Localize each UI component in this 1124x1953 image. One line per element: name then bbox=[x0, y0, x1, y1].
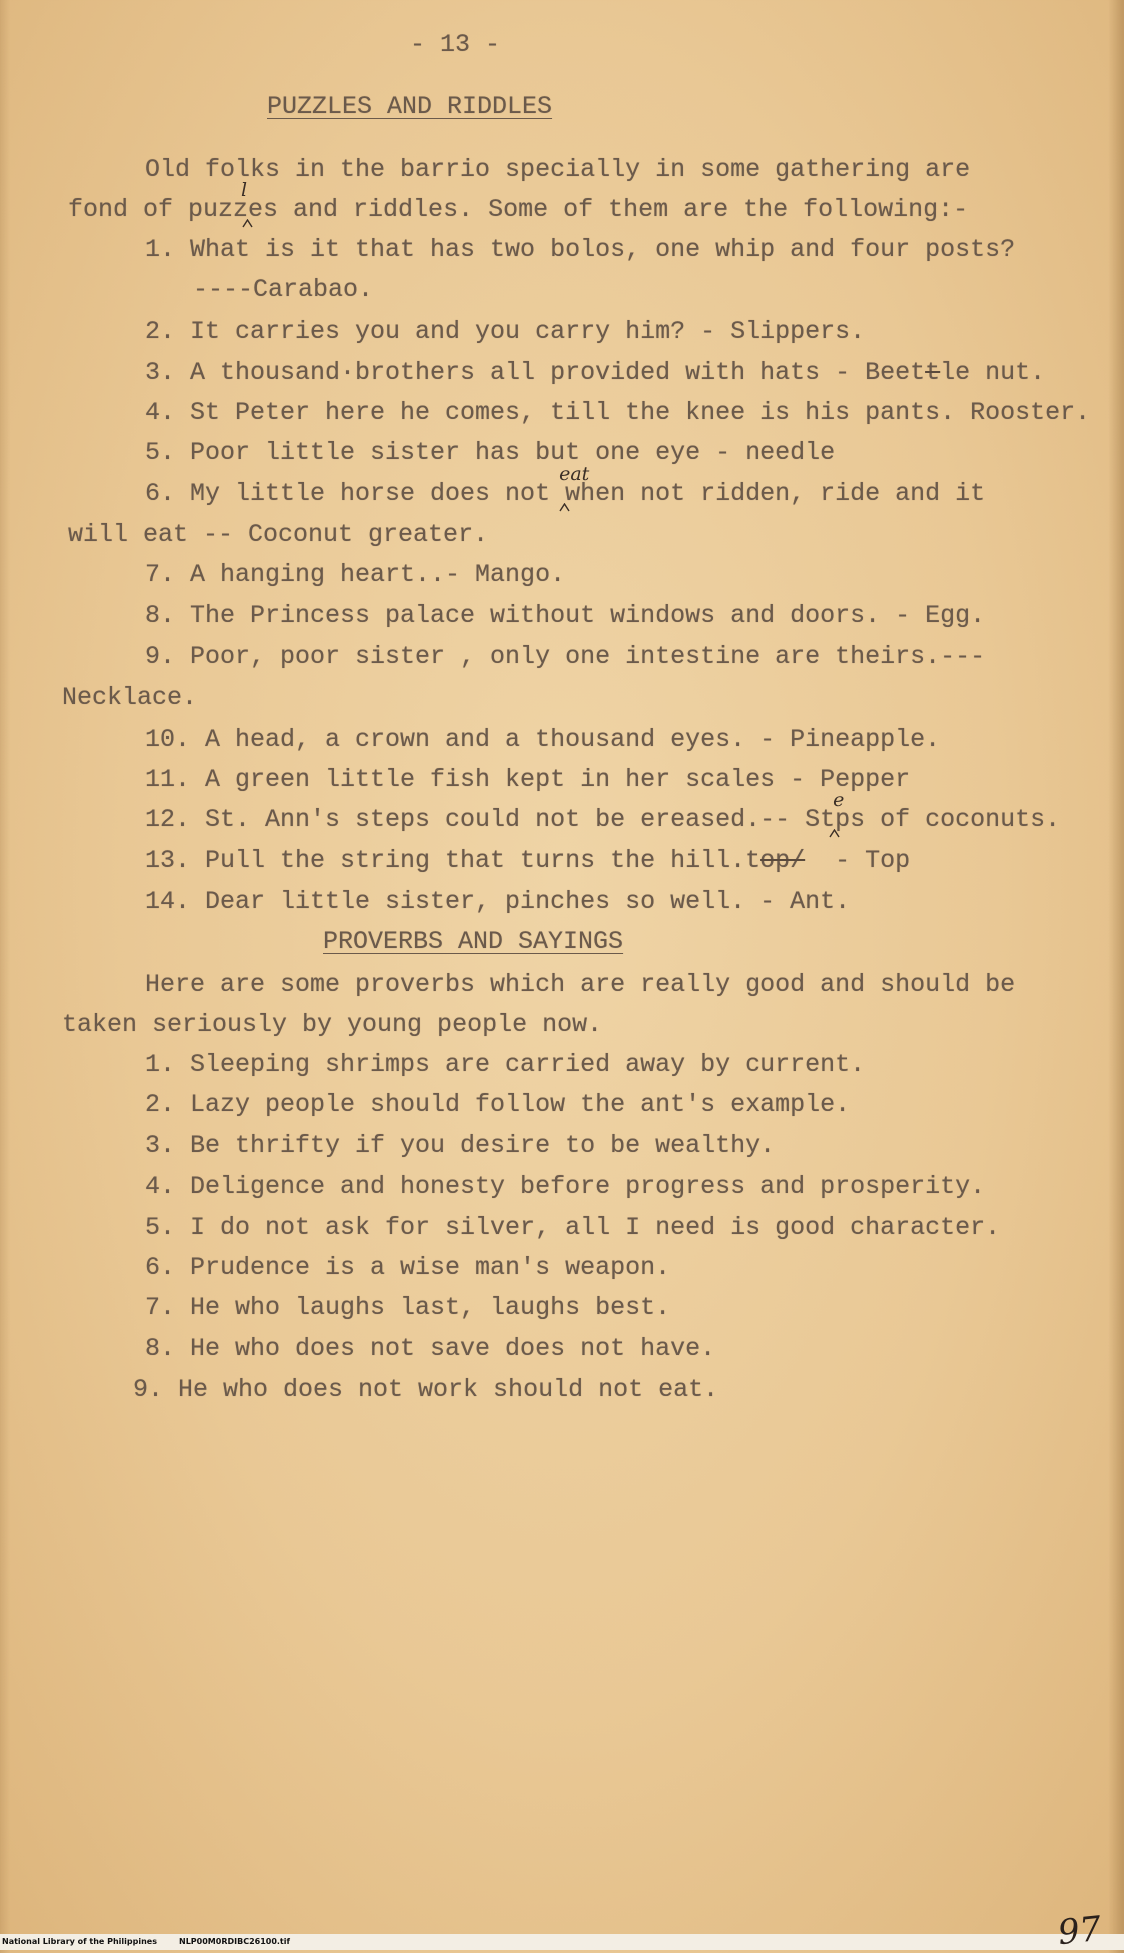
caret-icon bbox=[829, 829, 840, 838]
riddle-3 bbox=[145, 358, 1045, 388]
inserted-word: eat bbox=[559, 463, 590, 485]
riddle-11: 11. A green little fish kept in her scales - Pepper bbox=[145, 765, 911, 794]
riddle-12 bbox=[145, 789, 1061, 835]
text-segment: 13. Pull the string that turns the hill.t bbox=[145, 846, 761, 875]
riddle-10: 10. A head, a crown and a thousand eyes. - Pineapple. bbox=[145, 725, 941, 754]
page-number: - 13 - bbox=[410, 30, 501, 59]
proverb-1: 1. Sleeping shrimps are carried away by current. bbox=[145, 1050, 866, 1079]
proverb-6: 6. Prudence is a wise man's weapon. bbox=[145, 1253, 671, 1282]
proverb-7: 7. He who laughs last, laughs best. bbox=[145, 1293, 671, 1322]
riddle-1: 1. What is it that has two bolos, one whip and four posts? bbox=[145, 235, 1016, 264]
proverb-2: 2. Lazy people should follow the ant's example. bbox=[145, 1090, 851, 1119]
proverb-9: 9. He who does not work should not eat. bbox=[133, 1375, 719, 1404]
text-segment: 6. My little horse does not bbox=[145, 479, 566, 508]
riddle-6 bbox=[145, 463, 986, 509]
riddle-8: 8. The Princess palace without windows and doors. - Egg. bbox=[145, 601, 986, 630]
text-segment: when not ridden, ride and it bbox=[565, 479, 986, 508]
inserted-letter: l bbox=[241, 179, 248, 201]
riddles-heading: PUZZLES AND RIDDLES bbox=[267, 92, 553, 121]
proverb-4: 4. Deligence and honesty before progress and prosperity. bbox=[145, 1172, 986, 1201]
proverb-5: 5. I do not ask for silver, all I need is good character. bbox=[145, 1213, 1001, 1242]
text-segment: 3. A thousand·brothers all provided with hats - Beet bbox=[145, 358, 926, 387]
riddle-2: 2. It carries you and you carry him? - Slippers. bbox=[145, 317, 866, 346]
riddle-13 bbox=[145, 846, 910, 876]
struck-letter: t bbox=[925, 358, 941, 387]
riddle-7: 7. A hanging heart..- Mango. bbox=[145, 560, 566, 589]
proverb-3: 3. Be thrifty if you desire to be wealthy. bbox=[145, 1131, 776, 1160]
proverbs-intro-line-1: Here are some proverbs which are really good and should be bbox=[145, 970, 1016, 999]
archive-name: National Library of the Philippines bbox=[2, 1937, 157, 1946]
handwritten-page-number: 97 bbox=[1056, 1908, 1104, 1953]
text-segment: - Top bbox=[805, 846, 911, 875]
proverb-8: 8. He who does not save does not have. bbox=[145, 1334, 716, 1363]
text-segment: ps of coconuts. bbox=[835, 805, 1061, 834]
riddles-intro-line-2 bbox=[68, 179, 969, 225]
riddle-1-answer: ----Carabao. bbox=[193, 275, 374, 304]
riddles-intro-line-1: Old folks in the barrio specially in some gathering are bbox=[145, 155, 971, 184]
scan-filename: NLP00M0RDIBC26100.tif bbox=[179, 1937, 290, 1946]
struck-letters: op/ bbox=[760, 846, 806, 875]
proverbs-heading: PROVERBS AND SAYINGS bbox=[323, 927, 624, 956]
inserted-letter: e bbox=[833, 789, 845, 811]
riddle-6-answer: will eat -- Coconut greater. bbox=[68, 520, 489, 549]
proverbs-intro-line-2: taken seriously by young people now. bbox=[62, 1010, 603, 1039]
caret-icon bbox=[559, 503, 570, 512]
caret-icon bbox=[242, 219, 253, 228]
riddle-9: 9. Poor, poor sister , only one intestine are theirs.--- bbox=[145, 642, 986, 671]
riddle-9-answer: Necklace. bbox=[62, 683, 198, 712]
text-segment: le nut. bbox=[940, 358, 1046, 387]
text-segment: fond of puzz bbox=[68, 195, 249, 224]
riddle-5: 5. Poor little sister has but one eye - needle bbox=[145, 438, 836, 467]
text-segment: es and riddles. Some of them are the following:- bbox=[248, 195, 969, 224]
riddle-4: 4. St Peter here he comes, till the knee is his pants. Rooster. bbox=[145, 398, 1091, 427]
riddle-14: 14. Dear little sister, pinches so well. - Ant. bbox=[145, 887, 851, 916]
text-segment: 12. St. Ann's steps could not be ereased.-- St bbox=[145, 805, 836, 834]
scan-footer bbox=[2, 1937, 290, 1947]
